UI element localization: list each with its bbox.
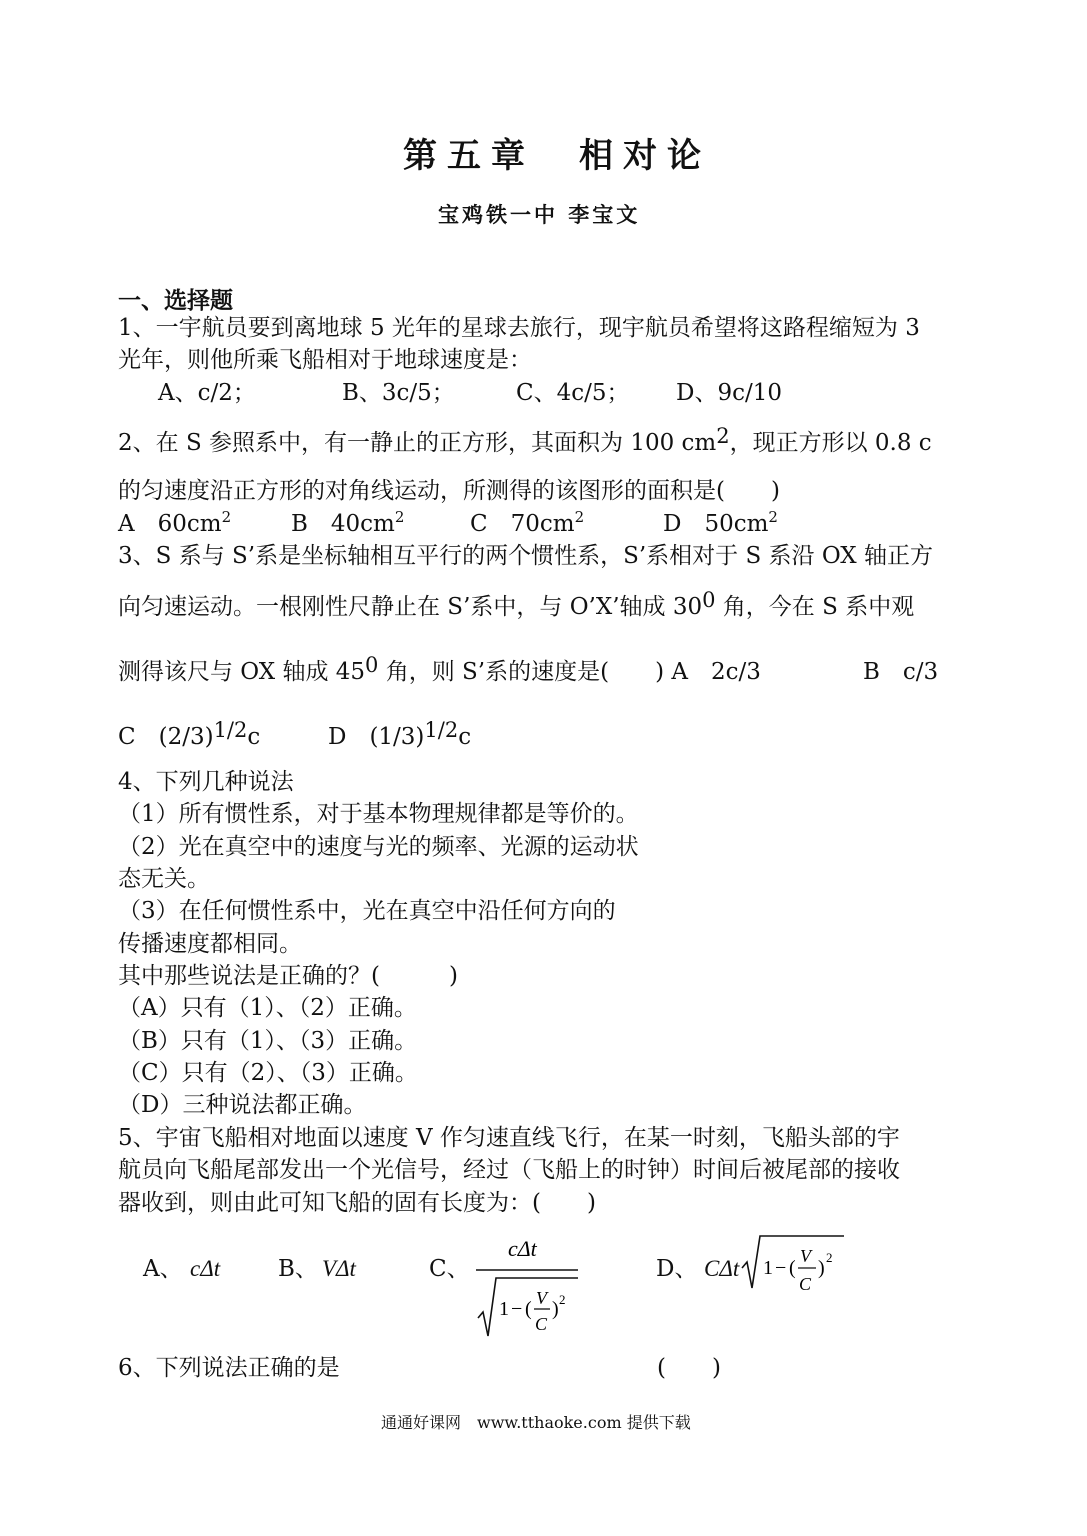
q4-option-c: （C）只有（2）、（3）正确。 <box>118 1060 418 1086</box>
q5-text-line1: 5、宇宙飞船相对地面以速度 V 作匀速直线飞行，在某一时刻，飞船头部的宇 <box>118 1125 900 1151</box>
q3-text-line3: 测得该尺与 OX 轴成 450 角，则 S’系的速度是( ) A 2c/3 <box>118 653 761 685</box>
q5-c-close: ) <box>552 1298 559 1320</box>
q5-c-v: V <box>536 1288 547 1308</box>
q5-option-c-numerator: cΔt <box>508 1236 537 1261</box>
q5-option-b-label: B、 <box>278 1256 318 1282</box>
q5-option-d-expr: CΔt <box>704 1256 740 1281</box>
q1-option-d: D、9c/10 <box>676 380 782 406</box>
q4-statement-2-cont: 态无关。 <box>118 866 210 892</box>
q3-option-b: B c/3 <box>863 659 939 685</box>
q5-option-a-label: A、 <box>143 1256 183 1282</box>
q4-option-b: （B）只有（1）、（3）正确。 <box>118 1028 418 1054</box>
q5-c-open: ( <box>525 1298 532 1320</box>
q5-c-minus: − <box>511 1298 523 1320</box>
q1-text-line2: 光年，则他所乘飞船相对于地球速度是： <box>118 347 532 373</box>
q1-option-c: C、4c/5； <box>516 380 630 406</box>
q3-option-c: C (2/3)1/2c <box>118 718 261 750</box>
q4-question: 其中那些说法是正确的？( ) <box>118 963 458 989</box>
q5-option-c-label: C、 <box>429 1256 470 1282</box>
q4-option-a: （A）只有（1）、（2）正确。 <box>118 995 417 1021</box>
q5-c-exp: 2 <box>559 1292 566 1307</box>
q5-option-c-formula <box>474 1234 584 1342</box>
q2-text-line1: 2、在 S 参照系中，有一静止的正方形，其面积为 100 cm2，现正方形以 0.8 c <box>118 424 932 456</box>
q2-option-c: C $70cm^2$ <box>470 508 585 537</box>
q1-option-b: B、3c/5； <box>342 380 455 406</box>
q5-text-line3: 器收到，则由此可知飞船的固有长度为：( ) <box>118 1190 596 1216</box>
q5-d-c: C <box>799 1274 812 1294</box>
q5-option-d-label: D、 <box>656 1256 698 1282</box>
q6-text: 6、下列说法正确的是 <box>118 1355 340 1381</box>
q4-statement-1: （1）所有惯性系，对于基本物理规律都是等价的。 <box>118 801 639 827</box>
q3-text-line2: 向匀速运动。一根刚性尺静止在 S’系中，与 O’X’轴成 300 角，今在 S 系中观 <box>118 588 915 620</box>
section-heading: 一、选择题 <box>118 287 233 314</box>
q4-statement-3: （3）在任何惯性系中，光在真空中沿任何方向的 <box>118 898 616 924</box>
q4-statement-2: （2）光在真空中的速度与光的频率、光源的运动状 <box>118 834 639 860</box>
q2-text-line2: 的匀速度沿正方形的对角线运动，所测得的该图形的面积是( ) <box>118 478 780 504</box>
q2-option-a: A $60cm^2$ <box>118 508 232 537</box>
q5-d-close: ) <box>818 1257 825 1279</box>
q5-d-v: V <box>800 1246 811 1266</box>
q5-c-c: C <box>535 1314 548 1334</box>
q5-option-a-expr: cΔt <box>190 1256 221 1281</box>
q6-answer-paren: ( ) <box>657 1355 721 1381</box>
q5-text-line2: 航员向飞船尾部发出一个光信号，经过（飞船上的时钟）时间后被尾部的接收 <box>118 1157 900 1183</box>
author-line: 宝鸡铁一中 李宝文 <box>438 202 641 227</box>
q1-option-a: A、c/2； <box>158 380 256 406</box>
q2-option-b: B $40cm^2$ <box>291 508 405 537</box>
q4-statement-3-cont: 传播速度都相同。 <box>118 931 302 957</box>
page-title: 第五章 相对论 <box>403 136 711 176</box>
q5-option-d-formula <box>740 1228 850 1306</box>
footer-text: 通通好课网 www.tthaoke.com 提供下载 <box>381 1413 691 1432</box>
q2-option-d: D $50cm^2$ <box>663 508 778 537</box>
q5-d-minus: − <box>775 1257 787 1279</box>
q5-c-one: 1 <box>499 1298 509 1320</box>
q5-d-exp: 2 <box>826 1250 833 1265</box>
q3-option-d: D (1/3)1/2c <box>328 718 472 750</box>
q5-d-one: 1 <box>763 1257 773 1279</box>
q1-text-line1: 1、一宇航员要到离地球 5 光年的星球去旅行，现宇航员希望将这路程缩短为 3 <box>118 315 920 341</box>
q5-d-open: ( <box>789 1257 796 1279</box>
q4-option-d: （D）三种说法都正确。 <box>118 1092 367 1118</box>
q3-text-line1: 3、S 系与 S’系是坐标轴相互平行的两个惯性系，S’系相对于 S 系沿 OX 轴正方 <box>118 543 933 569</box>
q4-intro: 4、下列几种说法 <box>118 769 294 795</box>
q5-option-b-expr: VΔt <box>322 1256 356 1281</box>
